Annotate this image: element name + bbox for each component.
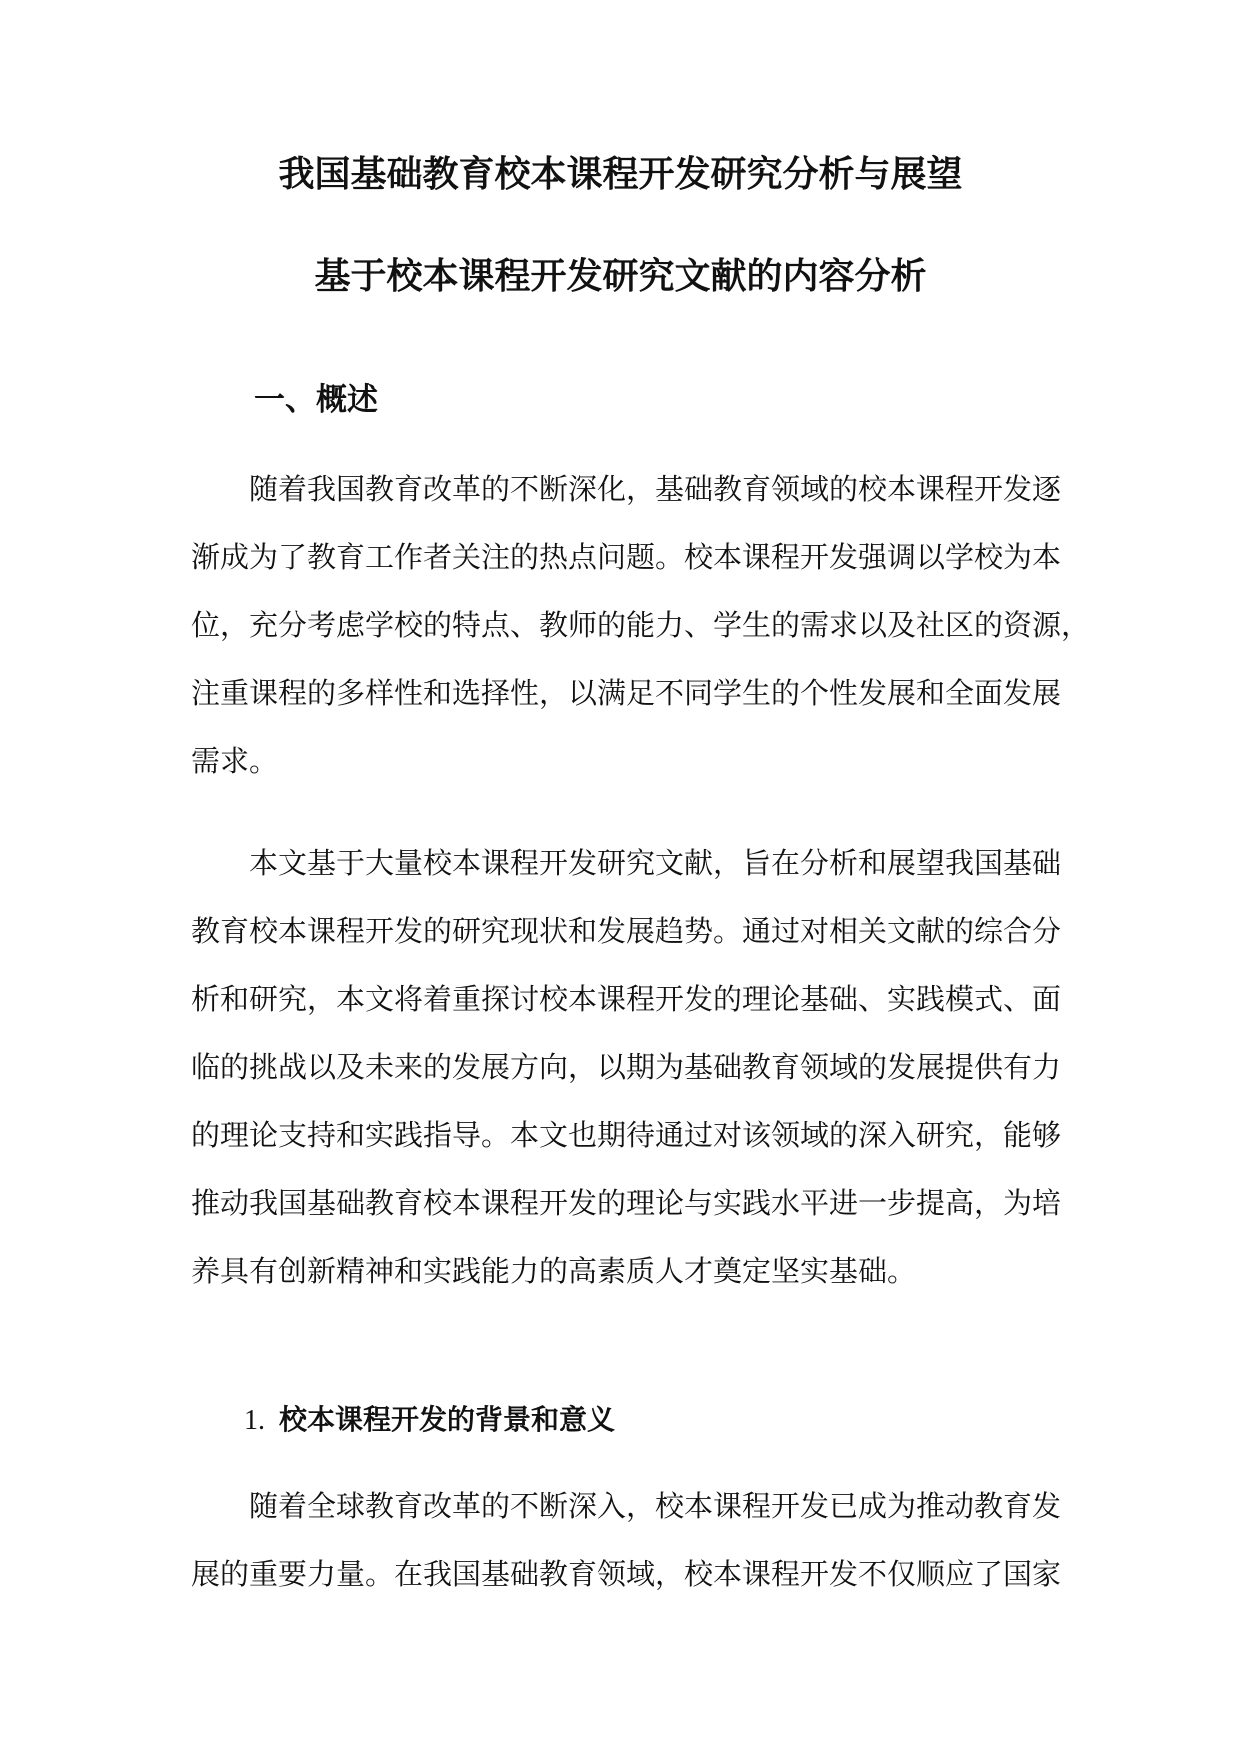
- paragraph-line: 注重课程的多样性和选择性，以满足不同学生的个性发展和全面发展: [191, 676, 1062, 710]
- paragraph-line: 临的挑战以及未来的发展方向，以期为基础教育领域的发展提供有力: [191, 1050, 1062, 1084]
- subsection-number: 1.: [244, 1405, 265, 1436]
- section-heading-overview: 一、概述: [254, 382, 378, 418]
- paragraph-line: 随着全球教育改革的不断深入，校本课程开发已成为推动教育发: [249, 1489, 1062, 1523]
- paragraph-line: 养具有创新精神和实践能力的高素质人才奠定坚实基础。: [191, 1254, 917, 1288]
- paragraph-line: 教育校本课程开发的研究现状和发展趋势。通过对相关文献的综合分: [191, 914, 1062, 948]
- paragraph-line: 析和研究，本文将着重探讨校本课程开发的理论基础、实践模式、面: [191, 982, 1062, 1016]
- paragraph-line: 本文基于大量校本课程开发研究文献，旨在分析和展望我国基础: [249, 846, 1062, 880]
- paragraph-line: 随着我国教育改革的不断深化，基础教育领域的校本课程开发逐: [249, 472, 1062, 506]
- paragraph-background: [191, 1472, 1062, 1608]
- paragraph-line: 渐成为了教育工作者关注的热点问题。校本课程开发强调以学校为本: [191, 540, 1062, 574]
- document-subtitle: 基于校本课程开发研究文献的内容分析: [314, 256, 927, 297]
- paragraph-line: 推动我国基础教育校本课程开发的理论与实践水平进一步提高，为培: [191, 1186, 1062, 1220]
- document-title: 我国基础教育校本课程开发研究分析与展望: [278, 154, 963, 195]
- paragraph-purpose: [191, 829, 1062, 1305]
- paragraph-line: 位，充分考虑学校的特点、教师的能力、学生的需求以及社区的资源，: [191, 608, 1091, 642]
- paragraph-line: 需求。: [191, 744, 279, 778]
- paragraph-line: 的理论支持和实践指导。本文也期待通过对该领域的深入研究，能够: [191, 1118, 1062, 1152]
- subsection-title: 校本课程开发的背景和意义: [279, 1403, 616, 1436]
- paragraph-intro: [191, 455, 1091, 795]
- subsection-heading-background: [244, 1400, 615, 1441]
- paragraph-line: 展的重要力量。在我国基础教育领域，校本课程开发不仅顺应了国家: [191, 1557, 1062, 1591]
